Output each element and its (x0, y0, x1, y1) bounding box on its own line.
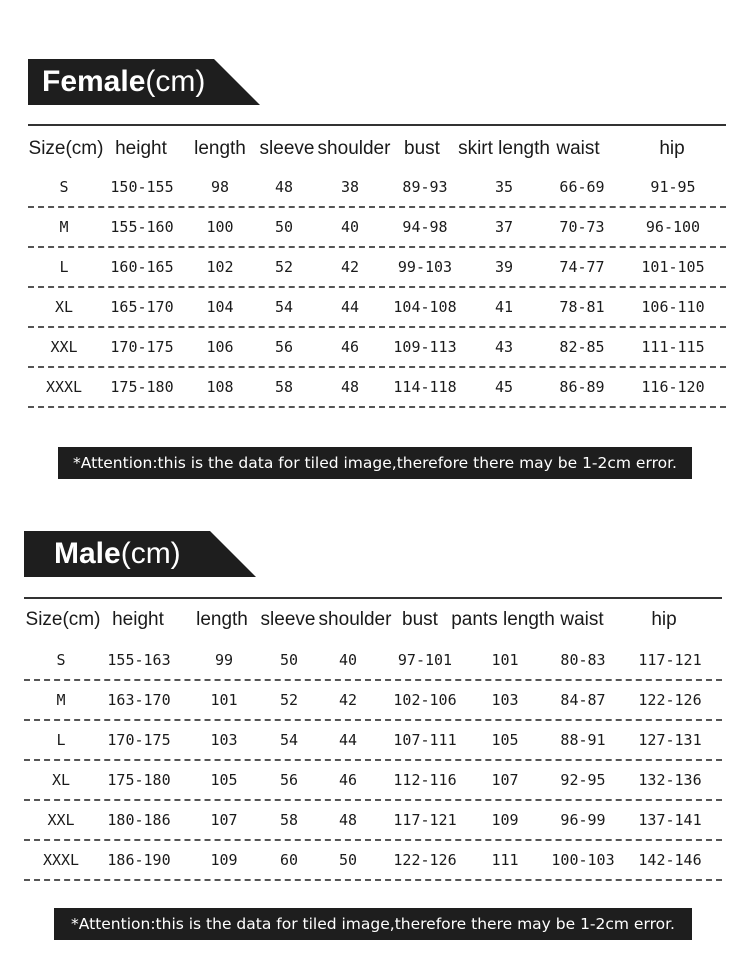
cell-lower-length: 101 (491, 651, 519, 669)
cell-length: 105 (210, 771, 238, 789)
cell-waist: 70-73 (559, 218, 605, 236)
cell-shoulder: 44 (338, 731, 358, 749)
cell-shoulder: 38 (340, 178, 360, 196)
cell-shoulder: 42 (340, 258, 360, 276)
cell-lower-length: 107 (491, 771, 519, 789)
cell-lower-length: 111 (491, 851, 519, 869)
cell-lower-length: 37 (494, 218, 514, 236)
cell-bust: 97-101 (397, 651, 453, 669)
cell-sleeve: 54 (274, 298, 294, 316)
column-header-hip: hip (659, 138, 685, 159)
cell-shoulder: 42 (338, 691, 358, 709)
cell-waist: 96-99 (560, 811, 606, 829)
cell-waist: 92-95 (560, 771, 606, 789)
column-header-length: length (194, 138, 246, 159)
cell-hip: 96-100 (645, 218, 701, 236)
cell-sleeve: 50 (274, 218, 294, 236)
cell-length: 99 (214, 651, 234, 669)
column-header-shoulder: shoulder (318, 609, 392, 630)
column-header-bust: bust (402, 609, 438, 630)
cell-waist: 82-85 (559, 338, 605, 356)
table-row (24, 641, 722, 681)
column-header-lower-length: pants length (451, 609, 555, 630)
cell-bust: 89-93 (402, 178, 448, 196)
female-table-top-rule (28, 124, 726, 126)
cell-length: 101 (210, 691, 238, 709)
cell-waist: 88-91 (560, 731, 606, 749)
female-title-tag (28, 59, 260, 105)
cell-size: S (59, 178, 69, 196)
cell-sleeve: 48 (274, 178, 294, 196)
column-header-sleeve: sleeve (260, 609, 316, 630)
female-attention-note: *Attention:this is the data for tiled image,therefore there may be 1-2cm error. (58, 447, 692, 479)
cell-waist: 100-103 (551, 851, 615, 869)
column-header-lower-length: skirt length (458, 138, 550, 159)
cell-height: 175-180 (110, 378, 174, 396)
cell-size: M (56, 691, 66, 709)
cell-height: 186-190 (107, 851, 171, 869)
cell-lower-length: 103 (491, 691, 519, 709)
cell-length: 100 (206, 218, 234, 236)
cell-size: XXL (50, 338, 78, 356)
cell-length: 98 (210, 178, 230, 196)
column-header-waist: waist (560, 609, 604, 630)
table-row (28, 288, 726, 328)
cell-size: XL (51, 771, 71, 789)
cell-size: XXXL (42, 851, 80, 869)
table-row (28, 168, 726, 208)
cell-hip: 137-141 (638, 811, 702, 829)
table-row (28, 368, 726, 408)
cell-hip: 116-120 (641, 378, 705, 396)
male-title-tag (24, 531, 256, 577)
cell-height: 163-170 (107, 691, 171, 709)
cell-length: 103 (210, 731, 238, 749)
cell-waist: 66-69 (559, 178, 605, 196)
table-row (28, 208, 726, 248)
cell-height: 160-165 (110, 258, 174, 276)
cell-length: 104 (206, 298, 234, 316)
cell-shoulder: 46 (338, 771, 358, 789)
column-header-size: Size(cm) (25, 609, 101, 630)
cell-sleeve: 60 (279, 851, 299, 869)
cell-size: XXL (47, 811, 75, 829)
table-row (28, 328, 726, 368)
cell-bust: 109-113 (393, 338, 457, 356)
table-row (24, 681, 722, 721)
cell-size: XL (54, 298, 74, 316)
table-row (24, 761, 722, 801)
cell-lower-length: 109 (491, 811, 519, 829)
cell-length: 107 (210, 811, 238, 829)
cell-shoulder: 44 (340, 298, 360, 316)
female-title: Female(cm) (42, 65, 206, 98)
male-attention-note: *Attention:this is the data for tiled image,therefore there may be 1-2cm error. (54, 908, 692, 940)
cell-height: 170-175 (107, 731, 171, 749)
cell-sleeve: 56 (274, 338, 294, 356)
cell-hip: 142-146 (638, 851, 702, 869)
table-row (28, 248, 726, 288)
table-row (24, 841, 722, 881)
cell-lower-length: 41 (494, 298, 514, 316)
cell-length: 109 (210, 851, 238, 869)
cell-bust: 114-118 (393, 378, 457, 396)
cell-lower-length: 39 (494, 258, 514, 276)
cell-shoulder: 48 (338, 811, 358, 829)
cell-hip: 101-105 (641, 258, 705, 276)
cell-length: 106 (206, 338, 234, 356)
column-header-sleeve: sleeve (259, 138, 315, 159)
cell-shoulder: 48 (340, 378, 360, 396)
male-table-top-rule (24, 597, 722, 599)
column-header-height: height (112, 609, 164, 630)
cell-bust: 102-106 (393, 691, 457, 709)
cell-sleeve: 58 (274, 378, 294, 396)
female-header-row (0, 131, 750, 167)
cell-hip: 127-131 (638, 731, 702, 749)
cell-height: 180-186 (107, 811, 171, 829)
cell-length: 108 (206, 378, 234, 396)
cell-waist: 74-77 (559, 258, 605, 276)
cell-sleeve: 52 (279, 691, 299, 709)
male-header-row (0, 602, 750, 638)
cell-bust: 122-126 (393, 851, 457, 869)
table-row (24, 721, 722, 761)
column-header-waist: waist (556, 138, 600, 159)
cell-hip: 91-95 (650, 178, 696, 196)
cell-hip: 122-126 (638, 691, 702, 709)
cell-lower-length: 35 (494, 178, 514, 196)
cell-height: 155-160 (110, 218, 174, 236)
cell-height: 150-155 (110, 178, 174, 196)
column-header-shoulder: shoulder (317, 138, 391, 159)
male-title: Male(cm) (54, 537, 181, 570)
cell-height: 155-163 (107, 651, 171, 669)
cell-shoulder: 50 (338, 851, 358, 869)
cell-bust: 112-116 (393, 771, 457, 789)
cell-bust: 94-98 (402, 218, 448, 236)
cell-height: 175-180 (107, 771, 171, 789)
cell-waist: 84-87 (560, 691, 606, 709)
cell-size: S (56, 651, 66, 669)
cell-waist: 86-89 (559, 378, 605, 396)
cell-bust: 107-111 (393, 731, 457, 749)
column-header-length: length (196, 609, 248, 630)
cell-lower-length: 43 (494, 338, 514, 356)
cell-size: L (59, 258, 69, 276)
cell-height: 170-175 (110, 338, 174, 356)
cell-sleeve: 56 (279, 771, 299, 789)
cell-hip: 106-110 (641, 298, 705, 316)
column-header-height: height (115, 138, 167, 159)
cell-height: 165-170 (110, 298, 174, 316)
cell-bust: 104-108 (393, 298, 457, 316)
cell-waist: 80-83 (560, 651, 606, 669)
cell-shoulder: 46 (340, 338, 360, 356)
cell-sleeve: 54 (279, 731, 299, 749)
cell-size: XXXL (45, 378, 83, 396)
cell-hip: 111-115 (641, 338, 705, 356)
cell-sleeve: 52 (274, 258, 294, 276)
column-header-hip: hip (651, 609, 677, 630)
cell-hip: 117-121 (638, 651, 702, 669)
cell-shoulder: 40 (340, 218, 360, 236)
cell-lower-length: 105 (491, 731, 519, 749)
column-header-bust: bust (404, 138, 440, 159)
cell-shoulder: 40 (338, 651, 358, 669)
cell-lower-length: 45 (494, 378, 514, 396)
cell-hip: 132-136 (638, 771, 702, 789)
table-row (24, 801, 722, 841)
cell-length: 102 (206, 258, 234, 276)
cell-bust: 99-103 (397, 258, 453, 276)
cell-bust: 117-121 (393, 811, 457, 829)
cell-sleeve: 50 (279, 651, 299, 669)
cell-sleeve: 58 (279, 811, 299, 829)
cell-waist: 78-81 (559, 298, 605, 316)
cell-size: L (56, 731, 66, 749)
cell-size: M (59, 218, 69, 236)
column-header-size: Size(cm) (28, 138, 104, 159)
